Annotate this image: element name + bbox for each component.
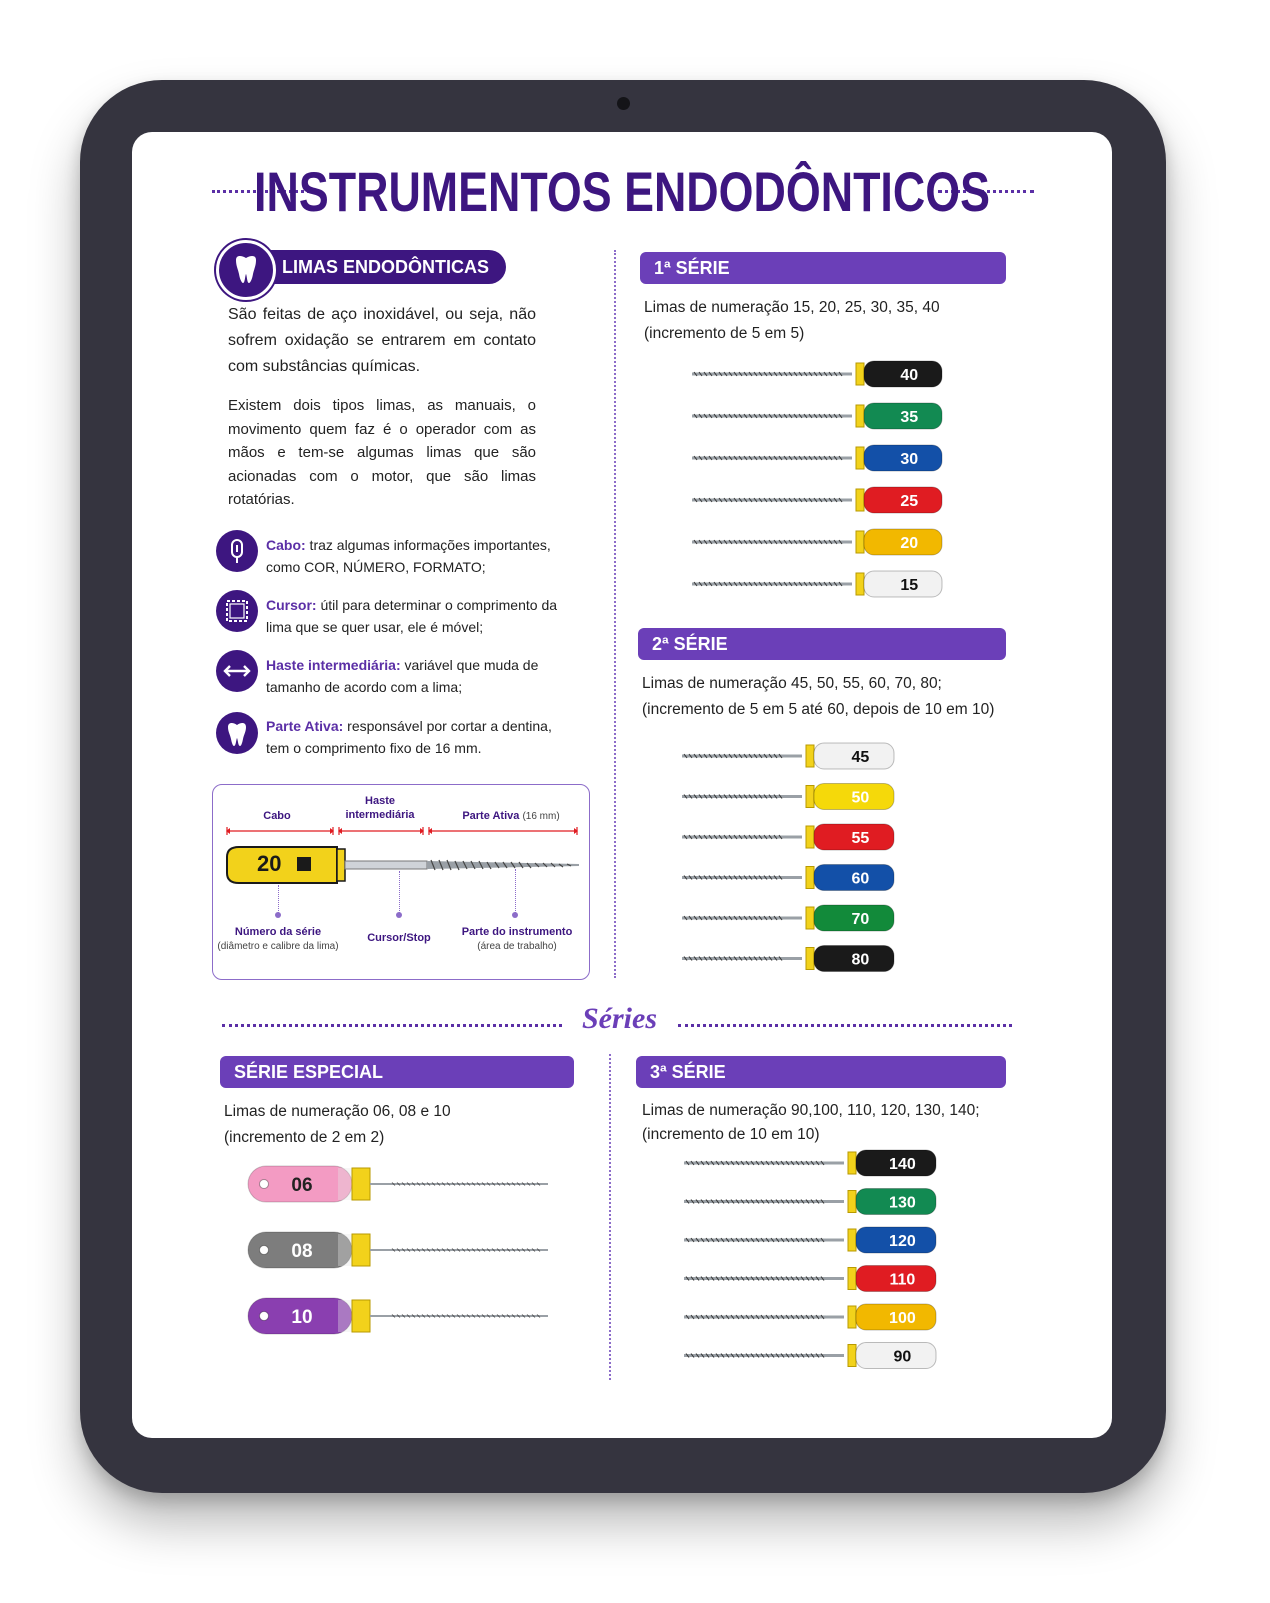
file-number-label: 140 [889, 1156, 916, 1173]
endo-file [682, 946, 894, 972]
file-number-label: 70 [851, 911, 870, 928]
tooth-icon [216, 240, 276, 300]
pointer-dot [396, 912, 402, 918]
file-number-label: 10 [291, 1307, 313, 1328]
serie2-heading: 2ª SÉRIE [638, 628, 1006, 660]
endo-file [682, 743, 894, 769]
endo-file [684, 1150, 936, 1176]
screen [132, 132, 1112, 1438]
label-cabo: Cabo [263, 810, 291, 822]
file-number-label: 120 [889, 1233, 916, 1250]
endo-file [684, 1266, 936, 1292]
file-number-label: 35 [900, 409, 919, 426]
file-number-label: 110 [889, 1271, 916, 1289]
tooth-icon [216, 712, 258, 754]
file-anatomy-diagram [212, 784, 590, 980]
serie2-files [672, 736, 912, 986]
label-parte-instrumento: Parte do instrumento (área de trabalho) [461, 926, 573, 952]
endo-file [692, 529, 942, 555]
feature-haste: Haste intermediária: variável que muda de tamanho de acordo com a lima; [266, 657, 539, 695]
file-number-label: 55 [851, 830, 870, 847]
endo-file [692, 445, 942, 471]
serie3-desc-line2: (incremento de 10 em 10) [642, 1126, 820, 1143]
endo-file [248, 1166, 548, 1202]
endo-file [682, 784, 894, 810]
file-number-label: 60 [851, 870, 870, 888]
label-cursor-stop: Cursor/Stop [367, 932, 431, 944]
endo-file [684, 1189, 936, 1215]
pointer-line [515, 869, 516, 913]
file-number-label: 130 [889, 1194, 916, 1212]
endo-file [682, 905, 894, 931]
column-divider-bottom [609, 1054, 611, 1380]
file-number-label: 50 [851, 789, 870, 807]
double-arrow-icon [216, 650, 258, 692]
cursor-icon [216, 590, 258, 632]
serie2-desc-line1: Limas de numeração 45, 50, 55, 60, 70, 80; [642, 675, 942, 692]
column-divider-top [614, 250, 616, 978]
file-number-label: 08 [291, 1241, 313, 1262]
series-dots-left [222, 1024, 562, 1027]
pointer-line [278, 885, 279, 913]
limas-paragraph-1: São feitas de aço inoxidável, ou seja, não sofrem oxidação se entrarem em contato com substâncias químicas. [228, 306, 536, 375]
serie1-desc-line1: Limas de numeração 15, 20, 25, 30, 35, 40 [644, 299, 940, 316]
endo-file [682, 865, 894, 891]
endo-file [692, 361, 942, 387]
serie3-desc-line1: Limas de numeração 90,100, 110, 120, 130, 140; [642, 1102, 980, 1119]
pointer-line [399, 871, 400, 913]
limas-heading: LIMAS ENDODÔNTICAS [240, 250, 506, 284]
especial-desc-line1: Limas de numeração 06, 08 e 10 [224, 1103, 451, 1120]
camera-dot [617, 97, 630, 110]
serie1-heading: 1ª SÉRIE [640, 252, 1006, 284]
serie1-desc-line2: (incremento de 5 em 5) [644, 325, 805, 342]
feature-parte-ativa: Parte Ativa: responsável por cortar a dentina, tem o comprimento fixo de 16 mm. [266, 718, 552, 756]
label-haste: Haste intermediária [345, 795, 415, 821]
file-number-label: 25 [900, 493, 919, 510]
handle-icon [216, 530, 258, 572]
especial-files [242, 1162, 562, 1352]
feature-cursor: Cursor: útil para determinar o comprimento da lima que se quer usar, ele é móvel; [266, 597, 558, 635]
endo-file [682, 824, 894, 850]
file-number-label: 90 [893, 1348, 912, 1366]
endo-file [684, 1304, 936, 1330]
page-title: INSTRUMENTOS ENDODÔNTICOS [254, 160, 990, 223]
file-number-label: 20 [900, 535, 919, 552]
file-number-label: 15 [900, 577, 919, 594]
file-number-label: 30 [900, 451, 919, 468]
series-label: Séries [582, 1002, 657, 1035]
serie3-heading: 3ª SÉRIE [636, 1056, 1006, 1088]
endo-file [692, 571, 942, 597]
endo-file [684, 1343, 936, 1369]
serie3-files [672, 1148, 952, 1378]
especial-desc-line2: (incremento de 2 em 2) [224, 1129, 385, 1146]
serie1-files [672, 354, 962, 604]
file-number-label: 80 [851, 951, 870, 969]
feature-cabo: Cabo: traz algumas informações importantes, como COR, NÚMERO, FORMATO; [266, 537, 551, 575]
pointer-dot [275, 912, 281, 918]
pointer-dot [512, 912, 518, 918]
endo-file [692, 403, 942, 429]
limas-paragraph-2: Existem dois tipos limas, as manuais, o movimento quem faz é o operador com as mãos e tem-se algumas limas que são acionadas com o motor, que são limas rotatórias. [228, 397, 536, 508]
especial-heading: SÉRIE ESPECIAL [220, 1056, 574, 1088]
label-parte-ativa: Parte Ativa (16 mm) [462, 810, 560, 822]
serie2-desc-line2: (incremento de 5 em 5 até 60, depois de 10 em 10) [642, 701, 995, 718]
tablet-frame [80, 80, 1166, 1493]
file-number-label: 06 [291, 1175, 313, 1196]
endo-file [684, 1227, 936, 1253]
label-numero-serie: Número da série (diâmetro e calibre da lima) [217, 926, 339, 952]
file-number-label: 40 [900, 367, 919, 384]
series-dots-right [678, 1024, 1012, 1027]
handle-number: 20 [257, 851, 282, 876]
endo-file [248, 1298, 548, 1334]
endo-file [692, 487, 942, 513]
endo-file [248, 1232, 548, 1268]
file-number-label: 100 [889, 1310, 916, 1327]
file-number-label: 45 [851, 749, 870, 766]
